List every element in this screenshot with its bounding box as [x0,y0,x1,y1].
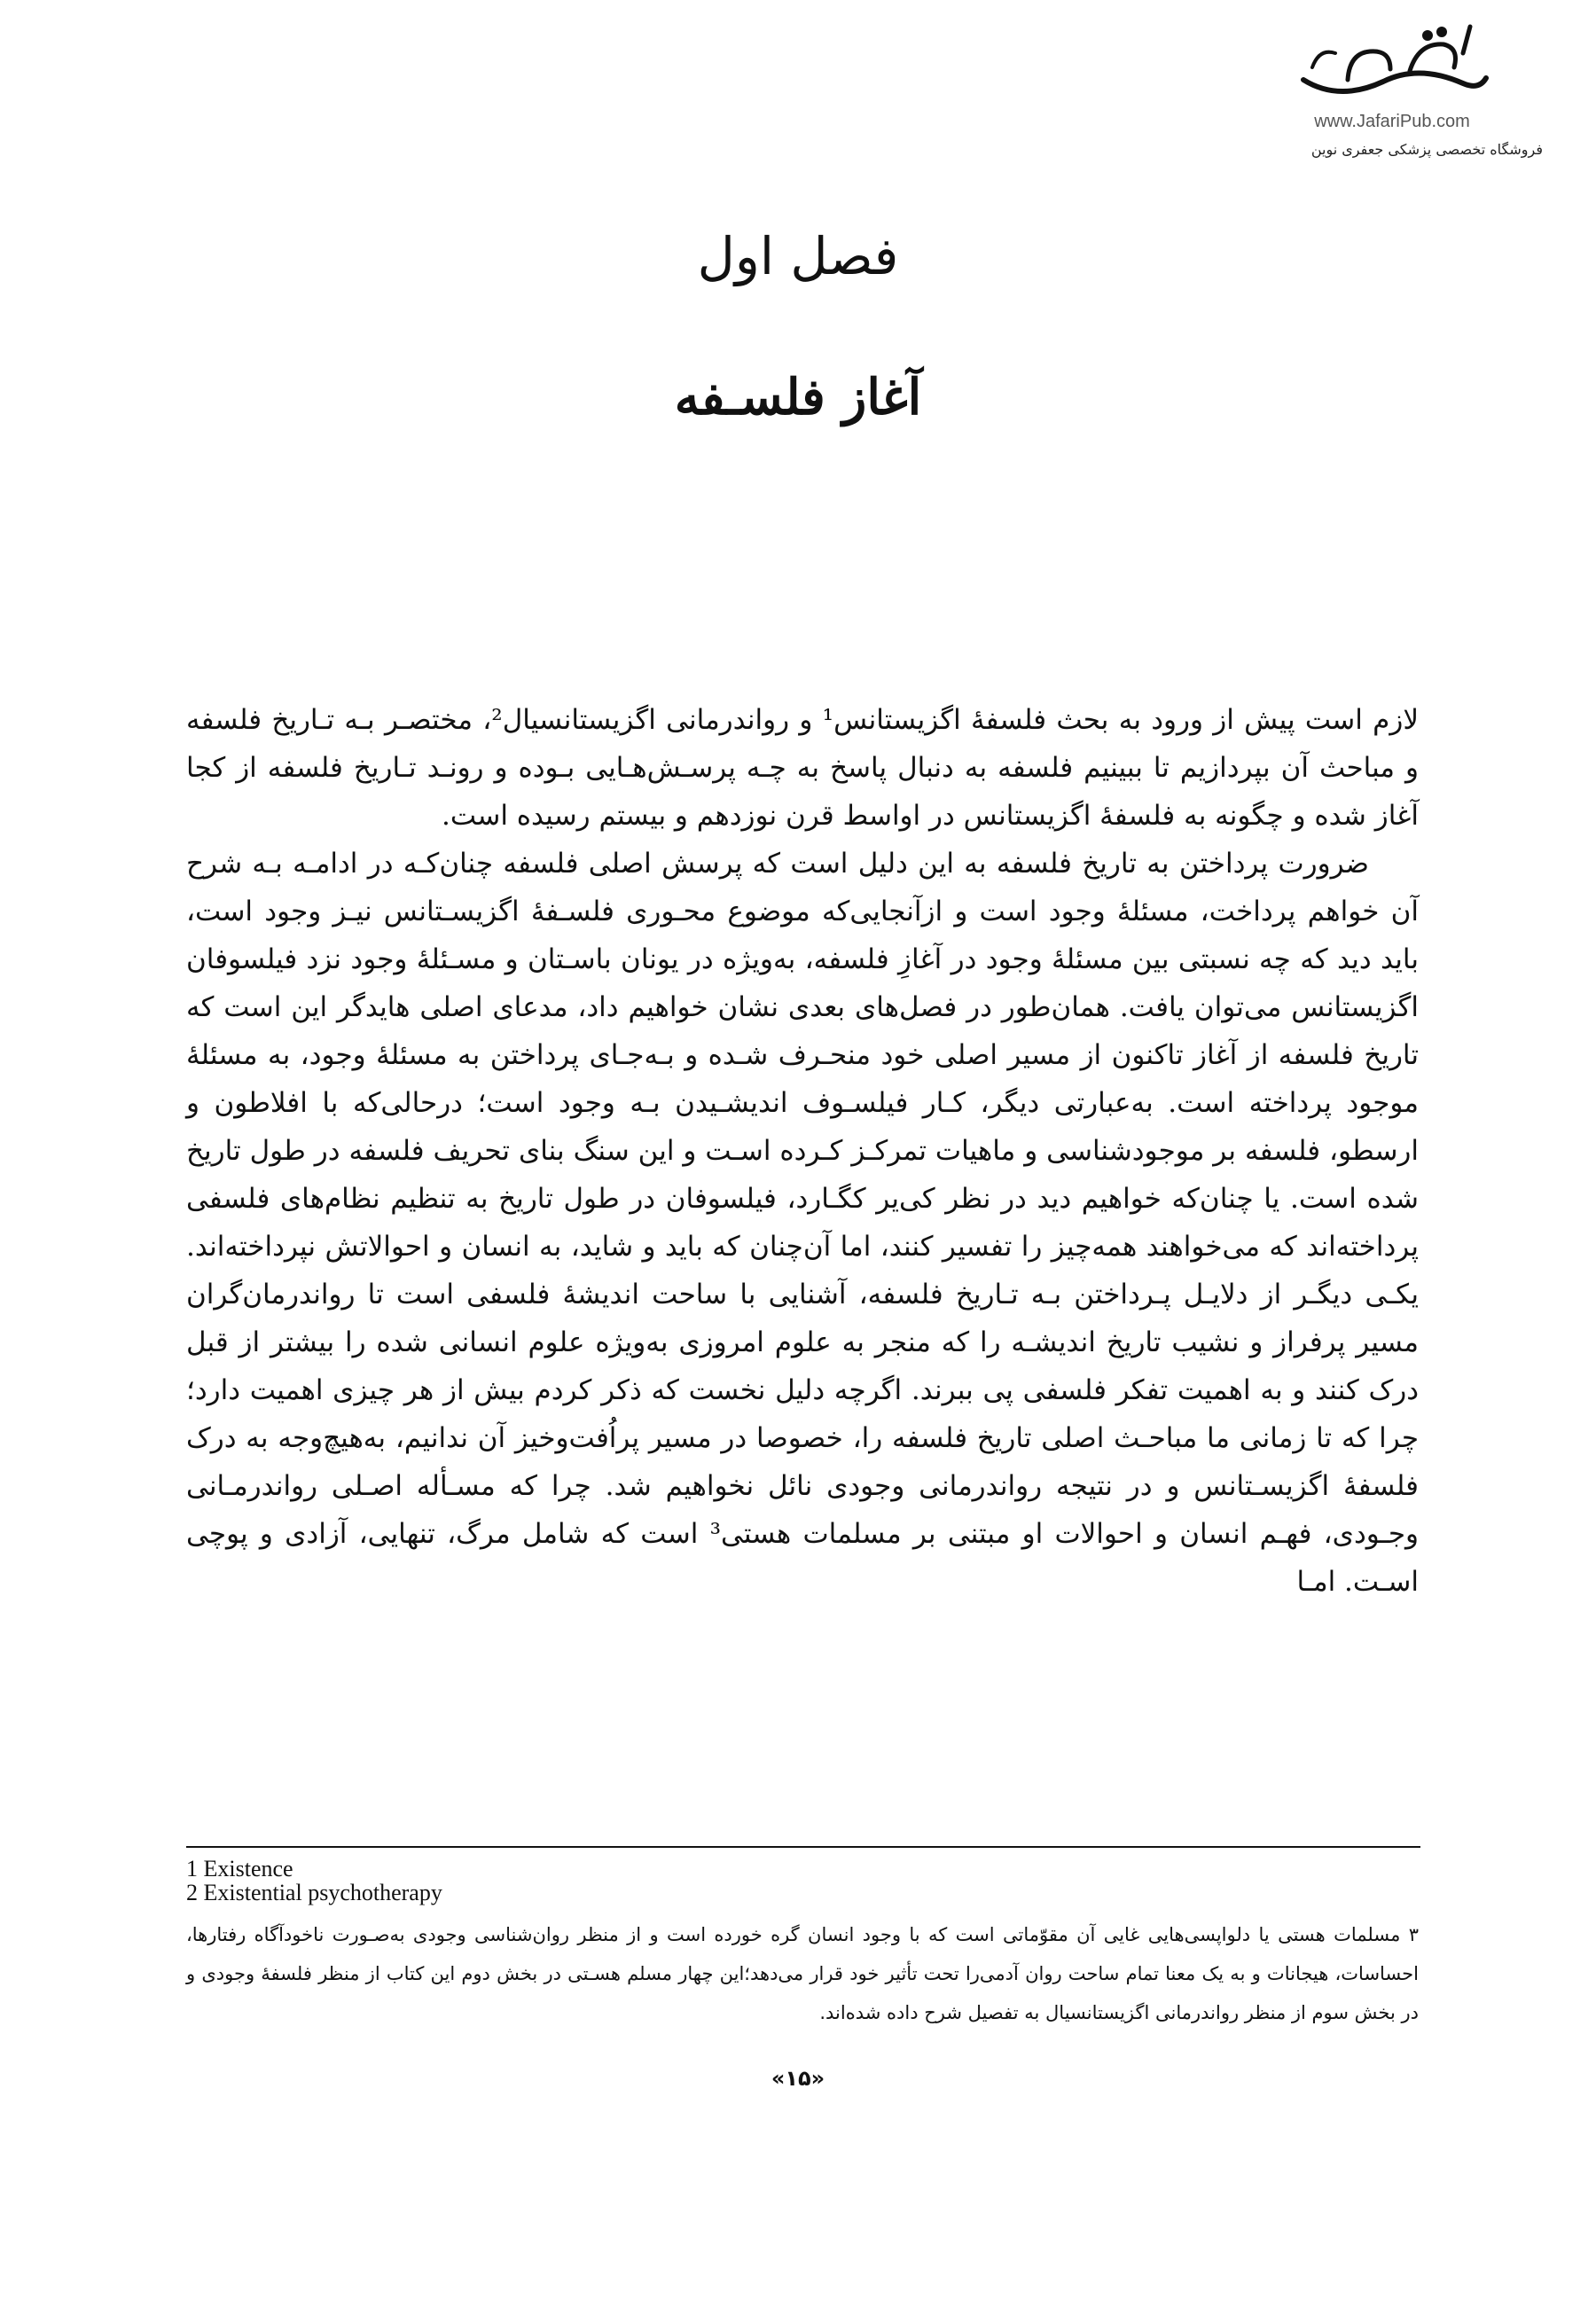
body-text [186,696,1419,1606]
publisher-logo-icon [1286,18,1498,115]
paragraph-2: ضرورت پرداختن به تاریخ فلسفه به این دلیل است که پرسش اصلی فلسفه چنان‌کـه در ادامـه بـه شرح آن خواهم پرداخت، مسئلهٔ وجود است و ازآنجایی‌که موضوع محـوری فلسـفهٔ اگزیسـتانس نیـز وجود است، باید دید که چه نسبتی بین مسئلهٔ وجود در آغازِ فلسفه، به‌ویژه در یونان باسـتان و مسـئلهٔ وجود نزد فیلسوفان اگزیستانس می‌توان یافت. همان‌طور در فصل‌های بعدی نشان خواهیم داد، مدعای اصلی هایدگر این است که تاریخ فلسفه از آغاز تاکنون از مسیر اصلی خود منحـرف شـده و بـه‌جـای پرداختن به مسئلهٔ وجود، به مسئلهٔ موجود پرداخته است. به‌عبارتی دیگر، کـار فیلسـوف اندیشـیدن بـه وجود است؛ درحالی‌که با افلاطون و ارسطو، فلسفه بر موجودشناسی و ماهیات تمرکـز کـرده اسـت و این سنگ بنای تحریف فلسفه در طول تاریخ شده است. یا چنان‌که خواهیم دید در نظر کی‌یر کگـارد، فیلسوفان در طول تاریخ به تنظیم نظام‌های فلسفی پرداخته‌اند که می‌خواهند همه‌چیز را تفسیر کنند، اما آن‌چنان که باید و شاید، به انسان و احوالاتش نپرداخته‌اند. یکـی دیگـر از دلایـل پـرداختن بـه تـاریخ فلسفه، آشنایی با ساحت اندیشهٔ فلسفی است تا رواندرمان‌گران مسیر پرفراز و نشیب تاریخ اندیشـه را که منجر به علوم امروزی به‌ویژه علوم انسانی شده را بیشتر از قبل درک کنند و به اهمیت تفکر فلسفی پی ببرند. اگرچه دلیل نخست که ذکر کردم بیش از هر چیزی اهمیت دارد؛ چرا که تا زمانی ما مباحـث اصلی تاریخ فلسفه را، خصوصا در مسیر پراُفت‌وخیز آن ندانیم، به‌هیچ‌وجه به درک فلسفهٔ اگزیسـتانس و در نتیجه رواندرمانی وجودی نائل نخواهیم شد. چرا که مسـأله اصـلی رواندرمـانی وجـودی، فهـم انسان و احوالات او مبتنی بر مسلمات هستی³ است که شامل مرگ، تنهایی، آزادی و پوچی اسـت. امـا [186,848,1419,1598]
footnote-1: 1 Existence [186,1856,293,1881]
page-number: «۱۵» [771,2066,825,2091]
chapter-title: آغاز فلسـفه [674,368,922,426]
footnote-2: 2 Existential psychotherapy [186,1880,442,1905]
publisher-url: www.JafariPub.com [1314,112,1470,131]
chapter-label: فصل اول [697,226,899,286]
publisher-store-name: فروشگاه تخصصی پزشکی جعفری نوین [1310,141,1543,158]
footnote-divider [186,1846,1420,1848]
footnote-3: ۳ مسلمات هستی یا دلواپسی‌هایی غایی آن مقوّماتی است که با وجود انسان گره خورده است و از منظر روان‌شناسی وجودی به‌صـورت ناخودآگاه رفتارها، احساسات، هیجانات و به یک معنا تمام ساحت روان آدمی‌را تحت تأثیر خود قرار می‌دهد؛این چهار مسلم هسـتی در بخش دوم این کتاب از منظر فلسفهٔ وجودی و در بخش سوم از منظر رواندرمانی اگزیستانسیال به تفصیل شرح داده شده‌اند. [186,1924,1419,2023]
paragraph-1: لازم است پیش از ورود به بحث فلسفهٔ اگزیستانس¹ و رواندرمانی اگزیستانسیال²، مختصـر بـه تـاریخ فلسفه و مباحث آن بپردازیم تا ببینیم فلسفه به دنبال پاسخ به چـه پرسـش‌هـایی بـوده و رونـد تـاریخ فلسفه از کجا آغاز شده و چگونه به فلسفهٔ اگزیستانس در اواسط قرن نوزدهم و بیستم رسیده است. [186,704,1420,832]
publisher-logo [1241,18,1543,158]
